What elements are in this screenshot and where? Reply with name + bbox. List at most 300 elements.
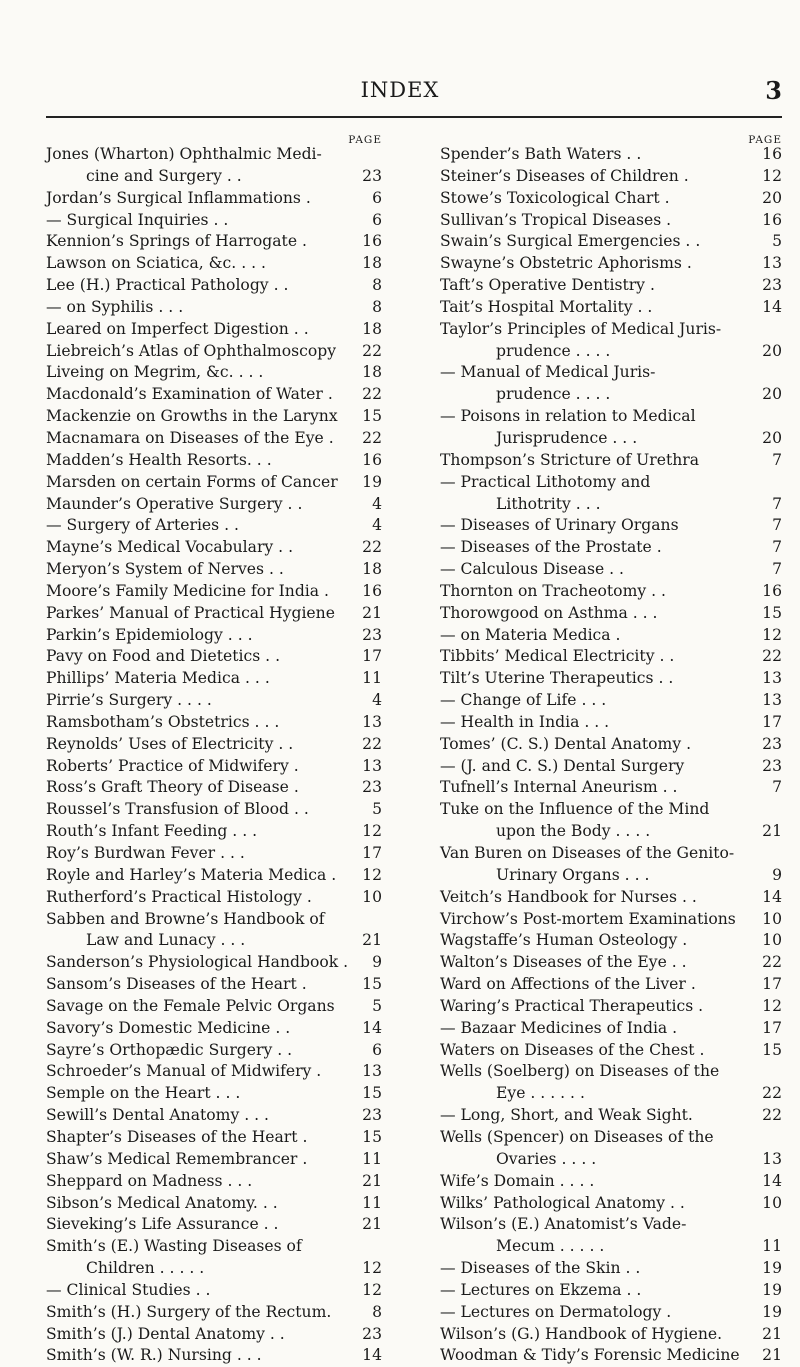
entry-page-number: 20 (762, 428, 782, 447)
entry-page-number: 12 (362, 1280, 382, 1299)
entry-page-number: 16 (362, 232, 382, 251)
entry-title: — on Materia Medica . (440, 625, 621, 644)
entry-title: Wagstaffe’s Human Osteology . (440, 931, 688, 950)
index-entry (46, 1280, 382, 1302)
entry-page-number: 15 (762, 603, 782, 622)
index-entry (440, 1105, 782, 1127)
entry-page-number: 22 (362, 341, 382, 360)
index-entry (440, 275, 782, 297)
entry-page-number: 7 (772, 516, 782, 535)
entry-page-number: 4 (372, 516, 382, 535)
entry-title: — Diseases of the Skin . . (440, 1259, 641, 1278)
index-entry (440, 253, 782, 275)
index-entry (440, 537, 782, 559)
entry-title: Van Buren on Diseases of the Genito- (440, 844, 735, 862)
entry-title: Tibbits’ Medical Electricity . . (440, 647, 675, 666)
entry-page-number: 15 (762, 1040, 782, 1059)
entry-title: Roberts’ Practice of Midwifery . (46, 756, 299, 775)
entry-title: Tufnell’s Internal Aneurism . . (440, 778, 678, 797)
entry-page-number: 13 (762, 1149, 782, 1168)
entry-title: Mayne’s Medical Vocabulary . . (46, 538, 294, 557)
page-title: INDEX (360, 78, 440, 102)
entry-page-number: 7 (772, 538, 782, 557)
entry-page-number: 19 (362, 472, 382, 491)
index-entry (46, 777, 382, 799)
entry-title: Smith’s (J.) Dental Anatomy . . (46, 1324, 285, 1343)
entry-title: Woodman & Tidy’s Forensic Medicine (440, 1346, 740, 1365)
entry-page-number: 17 (362, 647, 382, 666)
index-entry (440, 887, 782, 909)
entry-page-number: 7 (772, 778, 782, 797)
index-entry (46, 668, 382, 690)
index-entry (440, 952, 782, 974)
entry-title: Sayre’s Orthopædic Surgery . . (46, 1040, 293, 1059)
index-entry (440, 210, 782, 232)
index-entry (440, 646, 782, 668)
index-entry (46, 494, 382, 516)
entry-page-number: 17 (362, 844, 382, 862)
entry-title: Jones (Wharton) Ophthalmic Medi- (46, 145, 322, 163)
index-entry (440, 625, 782, 647)
index-entry (46, 1127, 382, 1149)
index-entry (46, 275, 382, 297)
index-entry (46, 734, 382, 756)
entry-page-number: 16 (762, 581, 782, 600)
entry-title: Rutherford’s Practical Histology . (46, 887, 312, 906)
index-entry (440, 1083, 782, 1105)
entry-page-number: 21 (362, 1215, 382, 1234)
entry-page-number: 12 (362, 1259, 382, 1278)
index-entry (46, 253, 382, 275)
entry-page-number: 16 (762, 210, 782, 229)
index-entry (440, 297, 782, 319)
entry-title: Ward on Affections of the Liver . (440, 975, 696, 994)
entry-title: Lawson on Sciatica, &c. . . . (46, 254, 266, 273)
entry-title: Sewill’s Dental Anatomy . . . (46, 1106, 270, 1125)
index-entry (440, 777, 782, 799)
entry-page-number: 15 (362, 1127, 382, 1146)
index-entry (440, 1040, 782, 1062)
index-entry (46, 690, 382, 712)
index-entry (46, 756, 382, 778)
entry-title: Phillips’ Materia Medica . . . (46, 669, 270, 688)
entry-title: Sanderson’s Physiological Handbook . (46, 953, 349, 972)
entry-page-number: 16 (362, 581, 382, 600)
index-entry (46, 843, 382, 865)
index-entry (440, 1214, 782, 1236)
index-entry (46, 1193, 382, 1215)
index-entry (440, 231, 782, 253)
entry-title: — Bazaar Medicines of India . (440, 1018, 678, 1037)
entry-page-number: 14 (362, 1346, 382, 1365)
index-entry (440, 690, 782, 712)
entry-page-number: 19 (762, 1259, 782, 1278)
index-entry (46, 1236, 382, 1258)
index-entry (440, 909, 782, 931)
entry-title: Pavy on Food and Dietetics . . (46, 647, 281, 666)
index-entry (440, 1171, 782, 1193)
entry-title: Wilks’ Pathological Anatomy . . (440, 1193, 685, 1212)
index-entry (46, 625, 382, 647)
entry-title: Parkes’ Manual of Practical Hygiene (46, 603, 335, 622)
index-entry (440, 1127, 782, 1149)
entry-page-number: 12 (362, 822, 382, 841)
entry-page-number: 22 (362, 734, 382, 753)
entry-page-number: 11 (362, 1149, 382, 1168)
entry-page-number: 22 (762, 1084, 782, 1103)
index-entry (46, 1302, 382, 1324)
index-entry (440, 734, 782, 756)
entry-page-number: 22 (762, 647, 782, 666)
entry-page-number: 22 (362, 538, 382, 557)
entry-title: Wife’s Domain . . . . (440, 1171, 595, 1190)
entry-title: Taft’s Operative Dentistry . (440, 276, 655, 295)
entry-title: Children . . . . . (86, 1259, 205, 1278)
entry-page-number: 18 (362, 254, 382, 273)
entry-title: Tomes’ (C. S.) Dental Anatomy . (440, 734, 692, 753)
entry-page-number: 15 (362, 1084, 382, 1103)
index-entry (440, 319, 782, 341)
index-entry (440, 166, 782, 188)
index-entry (440, 144, 782, 166)
entry-list (46, 144, 382, 1367)
entry-title: — Lectures on Dermatology . (440, 1302, 672, 1321)
entry-page-number: 5 (372, 996, 382, 1015)
entry-page-number: 20 (762, 341, 782, 360)
entry-title: Liveing on Megrim, &c. . . . (46, 363, 264, 382)
entry-title: — Long, Short, and Weak Sight. (440, 1106, 693, 1125)
index-entry (46, 996, 382, 1018)
index-entry (46, 952, 382, 974)
entry-title: — Health in India . . . (440, 712, 610, 731)
entry-title: Thornton on Tracheotomy . . (440, 581, 666, 600)
entry-title: Mecum . . . . . (496, 1237, 605, 1256)
entry-title: Tuke on the Influence of the Mind (440, 800, 710, 819)
entry-title: cine and Surgery . . (86, 166, 242, 185)
entry-title: Jurisprudence . . . (496, 428, 638, 447)
entry-title: — Calculous Disease . . (440, 560, 624, 579)
entry-page-number: 8 (372, 276, 382, 295)
entry-title: Jordan’s Surgical Inflammations . (46, 188, 311, 207)
entry-page-number: 11 (762, 1237, 782, 1256)
index-entry (46, 887, 382, 909)
entry-title: prudence . . . . (496, 341, 611, 360)
index-entry (46, 472, 382, 494)
entry-page-number: 5 (372, 800, 382, 819)
entry-title: Ross’s Graft Theory of Disease . (46, 778, 299, 797)
index-entry (440, 1258, 782, 1280)
entry-page-number: 7 (772, 560, 782, 579)
entry-title: Reynolds’ Uses of Electricity . . (46, 734, 294, 753)
index-entry (46, 537, 382, 559)
index-entry (46, 799, 382, 821)
index-entry (46, 1149, 382, 1171)
index-entry (440, 472, 782, 494)
entry-title: Thompson’s Stricture of Urethra (440, 450, 700, 469)
entry-page-number: 6 (372, 210, 382, 229)
entry-page-number: 13 (362, 712, 382, 731)
entry-title: Ramsbotham’s Obstetrics . . . (46, 712, 280, 731)
entry-page-number: 9 (772, 865, 782, 884)
entry-title: Eye . . . . . . (496, 1084, 585, 1103)
index-entry (46, 515, 382, 537)
entry-title: Law and Lunacy . . . (86, 931, 246, 950)
entry-page-number: 10 (762, 931, 782, 950)
index-entry (46, 1040, 382, 1062)
entry-title: — Clinical Studies . . (46, 1280, 211, 1299)
index-entry (440, 1061, 782, 1083)
index-entry (46, 231, 382, 253)
entry-title: Maunder’s Operative Surgery . . (46, 494, 303, 513)
entry-title: Roy’s Burdwan Fever . . . (46, 844, 245, 862)
entry-title: Lee (H.) Practical Pathology . . (46, 276, 289, 295)
index-entry (440, 406, 782, 428)
index-entry (46, 406, 382, 428)
entry-title: Sabben and Browne’s Handbook of (46, 909, 325, 928)
index-column-right (440, 134, 782, 1367)
index-entry (440, 1302, 782, 1324)
entry-list (440, 144, 782, 1367)
entry-page-number: 15 (362, 975, 382, 994)
entry-page-number: 23 (762, 734, 782, 753)
entry-title: Sheppard on Madness . . . (46, 1171, 253, 1190)
index-entry (440, 1236, 782, 1258)
header-rule (46, 116, 782, 118)
index-entry (46, 1324, 382, 1346)
entry-page-number: 23 (762, 756, 782, 775)
entry-title: Semple on the Heart . . . (46, 1084, 241, 1103)
entry-page-number: 20 (762, 188, 782, 207)
entry-page-number: 13 (362, 1062, 382, 1081)
entry-title: — on Syphilis . . . (46, 297, 184, 316)
entry-title: Mackenzie on Growths in the Larynx (46, 407, 338, 426)
index-entry (440, 384, 782, 406)
entry-page-number: 10 (362, 887, 382, 906)
index-entry (440, 756, 782, 778)
entry-page-number: 22 (362, 428, 382, 447)
entry-title: Sansom’s Diseases of the Heart . (46, 975, 307, 994)
entry-title: Waring’s Practical Therapeutics . (440, 996, 704, 1015)
entry-page-number: 17 (762, 975, 782, 994)
page-header (0, 78, 800, 108)
entry-title: Smith’s (W. R.) Nursing . . . (46, 1346, 262, 1365)
entry-page-number: 23 (362, 625, 382, 644)
index-entry (46, 1214, 382, 1236)
entry-page-number: 16 (762, 145, 782, 163)
index-entry (46, 1061, 382, 1083)
entry-title: Shapter’s Diseases of the Heart . (46, 1127, 308, 1146)
index-entry (440, 712, 782, 734)
entry-title: Pirrie’s Surgery . . . . (46, 691, 212, 710)
entry-title: Taylor’s Principles of Medical Juris- (440, 319, 722, 338)
entry-page-number: 11 (362, 1193, 382, 1212)
entry-title: Wells (Soelberg) on Diseases of the (440, 1062, 720, 1081)
entry-page-number: 12 (762, 996, 782, 1015)
entry-title: Sibson’s Medical Anatomy. . . (46, 1193, 278, 1212)
entry-page-number: 6 (372, 1040, 382, 1059)
entry-page-number: 18 (362, 363, 382, 382)
index-entry (440, 821, 782, 843)
entry-title: Sieveking’s Life Assurance . . (46, 1215, 279, 1234)
entry-title: Leared on Imperfect Digestion . . (46, 319, 309, 338)
index-entry (46, 210, 382, 232)
entry-title: Royle and Harley’s Materia Medica . (46, 865, 337, 884)
index-entry (46, 428, 382, 450)
entry-title: Madden’s Health Resorts. . . (46, 450, 272, 469)
index-entry (440, 1345, 782, 1367)
entry-title: Waters on Diseases of the Chest . (440, 1040, 705, 1059)
index-entry (440, 581, 782, 603)
entry-page-number: 12 (762, 625, 782, 644)
index-entry (46, 319, 382, 341)
entry-page-number: 23 (362, 1324, 382, 1343)
index-entry (440, 1193, 782, 1215)
index-entry (46, 712, 382, 734)
entry-title: Kennion’s Springs of Harrogate . (46, 232, 307, 251)
entry-page-number: 14 (762, 297, 782, 316)
index-entry (46, 384, 382, 406)
entry-title: — Manual of Medical Juris- (440, 363, 656, 382)
entry-page-number: 18 (362, 560, 382, 579)
entry-page-number: 14 (362, 1018, 382, 1037)
entry-title: — Surgery of Arteries . . (46, 516, 239, 535)
entry-page-number: 17 (762, 1018, 782, 1037)
entry-page-number: 22 (762, 1106, 782, 1125)
index-entry (440, 1018, 782, 1040)
entry-title: Veitch’s Handbook for Nurses . . (440, 887, 697, 906)
index-entry (46, 1258, 382, 1280)
entry-page-number: 13 (762, 254, 782, 273)
entry-title: Steiner’s Diseases of Children . (440, 166, 689, 185)
entry-page-number: 21 (362, 1171, 382, 1190)
entry-title: Shaw’s Medical Remembrancer . (46, 1149, 308, 1168)
entry-title: — Diseases of the Prostate . (440, 538, 662, 557)
entry-page-number: 16 (362, 450, 382, 469)
entry-title: Walton’s Diseases of the Eye . . (440, 953, 687, 972)
entry-page-number: 23 (362, 166, 382, 185)
entry-title: Liebreich’s Atlas of Ophthalmoscopy (46, 341, 337, 360)
index-entry (46, 909, 382, 931)
entry-page-number: 17 (762, 712, 782, 731)
index-entry (440, 974, 782, 996)
entry-page-number: 10 (762, 1193, 782, 1212)
entry-page-number: 4 (372, 691, 382, 710)
index-entry (46, 559, 382, 581)
entry-title: Savory’s Domestic Medicine . . (46, 1018, 291, 1037)
entry-title: — Practical Lithotomy and (440, 472, 651, 491)
index-entry (440, 843, 782, 865)
index-entry (440, 799, 782, 821)
index-entry (46, 603, 382, 625)
entry-title: — (J. and C. S.) Dental Surgery (440, 756, 685, 775)
entry-page-number: 6 (372, 188, 382, 207)
index-entry (46, 1171, 382, 1193)
entry-page-number: 21 (762, 1346, 782, 1365)
index-entry (440, 341, 782, 363)
entry-page-number: 19 (762, 1280, 782, 1299)
index-entry (46, 821, 382, 843)
index-entry (440, 450, 782, 472)
entry-title: — Surgical Inquiries . . (46, 210, 229, 229)
entry-title: Savage on the Female Pelvic Organs (46, 996, 335, 1015)
index-entry (440, 1280, 782, 1302)
index-entry (46, 450, 382, 472)
entry-title: Smith’s (H.) Surgery of the Rectum. (46, 1302, 332, 1321)
index-entry (46, 646, 382, 668)
index-entry (440, 428, 782, 450)
entry-title: prudence . . . . (496, 385, 611, 404)
entry-page-number: 12 (762, 166, 782, 185)
entry-title: Swayne’s Obstetric Aphorisms . (440, 254, 692, 273)
entry-title: Marsden on certain Forms of Cancer (46, 472, 338, 491)
entry-page-number: 8 (372, 297, 382, 316)
index-entry (46, 1083, 382, 1105)
index-entry (46, 341, 382, 363)
index-entry (440, 1324, 782, 1346)
index-entry (440, 559, 782, 581)
entry-page-number: 12 (362, 865, 382, 884)
entry-page-number: 21 (762, 822, 782, 841)
entry-title: Smith’s (E.) Wasting Diseases of (46, 1237, 302, 1256)
page-number: 3 (765, 76, 782, 105)
entry-title: Routh’s Infant Feeding . . . (46, 822, 258, 841)
entry-title: Lithotrity . . . (496, 494, 601, 513)
index-entry (440, 930, 782, 952)
index-entry (46, 974, 382, 996)
index-entry (46, 581, 382, 603)
entry-title: Roussel’s Transfusion of Blood . . (46, 800, 309, 819)
entry-page-number: 20 (762, 385, 782, 404)
entry-title: — Diseases of Urinary Organs (440, 516, 679, 535)
index-entry (440, 603, 782, 625)
entry-title: Wilson’s (E.) Anatomist’s Vade- (440, 1215, 687, 1234)
entry-title: Macnamara on Diseases of the Eye . (46, 428, 334, 447)
entry-title: Moore’s Family Medicine for India . (46, 581, 329, 600)
entry-page-number: 11 (362, 669, 382, 688)
entry-page-number: 19 (762, 1302, 782, 1321)
entry-page-number: 8 (372, 1302, 382, 1321)
entry-page-number: 18 (362, 319, 382, 338)
index-entry (46, 930, 382, 952)
index-entry (46, 297, 382, 319)
index-entry (46, 144, 382, 166)
entry-page-number: 22 (762, 953, 782, 972)
index-entry (46, 865, 382, 887)
entry-page-number: 23 (362, 778, 382, 797)
index-entry (46, 188, 382, 210)
entry-title: Sullivan’s Tropical Diseases . (440, 210, 672, 229)
entry-page-number: 21 (362, 603, 382, 622)
entry-title: Schroeder’s Manual of Midwifery . (46, 1062, 322, 1081)
index-entry (440, 362, 782, 384)
entry-page-number: 15 (362, 407, 382, 426)
entry-title: Urinary Organs . . . (496, 865, 650, 884)
entry-title: Stowe’s Toxicological Chart . (440, 188, 670, 207)
entry-page-number: 7 (772, 494, 782, 513)
entry-page-number: 21 (362, 931, 382, 950)
entry-title: — Lectures on Ekzema . . (440, 1280, 642, 1299)
index-entry (46, 1345, 382, 1367)
entry-page-number: 9 (372, 953, 382, 972)
entry-title: — Change of Life . . . (440, 691, 607, 710)
index-entry (46, 1018, 382, 1040)
entry-page-number: 4 (372, 494, 382, 513)
entry-title: Wilson’s (G.) Handbook of Hygiene. (440, 1324, 723, 1343)
index-entry (440, 515, 782, 537)
index-entry (440, 188, 782, 210)
index-entry (440, 494, 782, 516)
index-entry (46, 1105, 382, 1127)
